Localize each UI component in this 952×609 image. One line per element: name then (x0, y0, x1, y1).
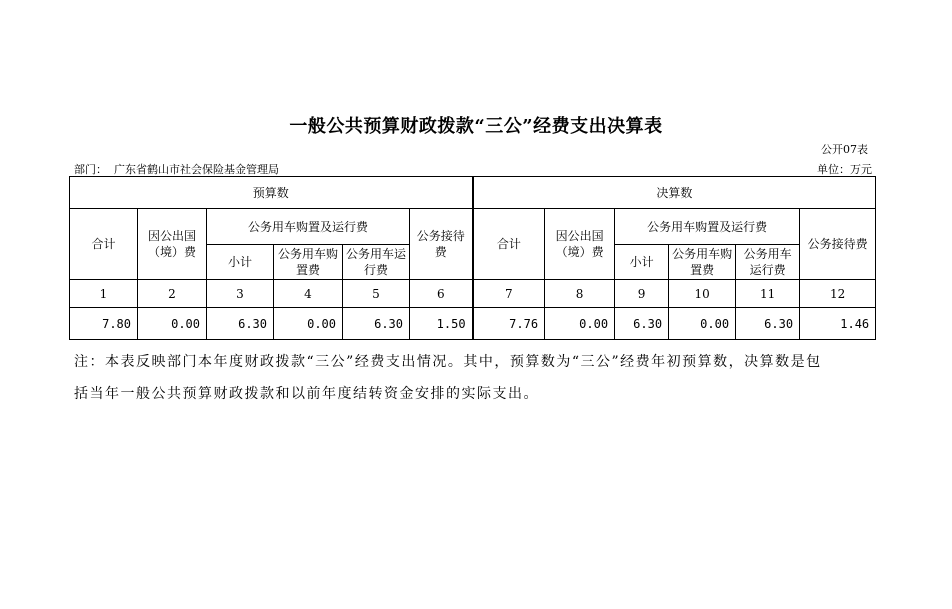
unit-label: 单位：万元 (817, 163, 872, 176)
column-index: 9 (615, 280, 669, 308)
budget-vehicle-operation-value: 6.30 (343, 308, 410, 340)
final-abroad-header: 因公出国（境）费 (545, 209, 615, 280)
column-index: 5 (343, 280, 410, 308)
final-vehicle-purchase-header: 公务用车购置费 (669, 245, 736, 280)
budget-total-header: 合计 (70, 209, 138, 280)
budget-vehicle-group-header: 公务用车购置及运行费 (207, 209, 410, 245)
department-label: 部门： 广东省鹤山市社会保险基金管理局 (74, 163, 279, 176)
budget-vehicle-purchase-value: 0.00 (274, 308, 343, 340)
final-subtotal-header: 小计 (615, 245, 669, 280)
final-vehicle-operation-value: 6.30 (736, 308, 800, 340)
column-index: 8 (545, 280, 615, 308)
final-abroad-value: 0.00 (545, 308, 615, 340)
column-index: 2 (138, 280, 207, 308)
budget-abroad-header: 因公出国（境）费 (138, 209, 207, 280)
table-header-row-1 (70, 177, 876, 209)
footnote-line-2: 括当年一般公共预算财政拨款和以前年度结转资金安排的实际支出。 (74, 386, 539, 402)
column-index: 7 (473, 280, 545, 308)
table-header-row-2 (70, 209, 876, 245)
budget-subtotal-value: 6.30 (207, 308, 274, 340)
column-index: 6 (410, 280, 473, 308)
budget-total-value: 7.80 (70, 308, 138, 340)
budget-subtotal-header: 小计 (207, 245, 274, 280)
three-public-expense-table (69, 176, 876, 340)
budget-vehicle-purchase-header: 公务用车购置费 (274, 245, 343, 280)
report-title: 一般公共预算财政拨款“三公”经费支出决算表 (289, 116, 663, 137)
final-vehicle-group-header: 公务用车购置及运行费 (615, 209, 800, 245)
footnote-line-1: 注：本表反映部门本年度财政拨款“三公”经费支出情况。其中，预算数为“三公”经费年初预算数，决算数是包 (74, 354, 822, 370)
budget-abroad-value: 0.00 (138, 308, 207, 340)
final-total-value: 7.76 (473, 308, 545, 340)
final-total-header: 合计 (473, 209, 545, 280)
column-index-row (70, 280, 876, 308)
budget-vehicle-operation-header: 公务用车运行费 (343, 245, 410, 280)
column-index: 11 (736, 280, 800, 308)
budget-reception-header: 公务接待费 (410, 209, 473, 280)
budget-header: 预算数 (70, 177, 473, 209)
column-index: 1 (70, 280, 138, 308)
column-index: 10 (669, 280, 736, 308)
final-vehicle-purchase-value: 0.00 (669, 308, 736, 340)
form-number: 公开07表 (821, 143, 868, 156)
column-index: 12 (800, 280, 876, 308)
column-index: 3 (207, 280, 274, 308)
column-index: 4 (274, 280, 343, 308)
final-header: 决算数 (473, 177, 876, 209)
final-vehicle-operation-header: 公务用车运行费 (736, 245, 800, 280)
final-subtotal-value: 6.30 (615, 308, 669, 340)
table-row (70, 308, 876, 340)
budget-reception-value: 1.50 (410, 308, 473, 340)
final-reception-value: 1.46 (800, 308, 876, 340)
final-reception-header: 公务接待费 (800, 209, 876, 280)
footnote (74, 346, 874, 410)
